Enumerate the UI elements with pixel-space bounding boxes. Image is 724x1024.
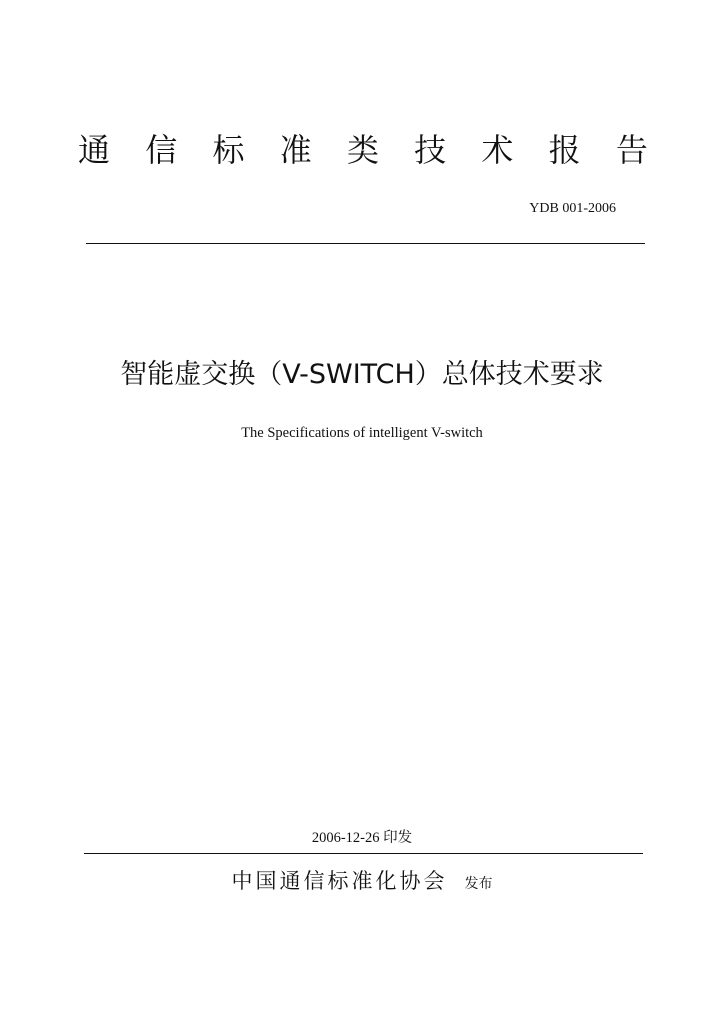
report-type-char: 告: [615, 131, 648, 169]
report-type-char: 类: [346, 131, 379, 169]
issue-date: 2006-12-26 印发: [311, 830, 413, 846]
bottom-divider: [84, 853, 643, 854]
standard-number: YDB 001-2006: [529, 201, 616, 216]
report-type-char: 报: [548, 131, 581, 169]
document-title-chinese: 智能虚交换（V-SWITCH）总体技术要求: [120, 359, 604, 390]
report-type-heading: [78, 128, 648, 172]
report-type-char: 通: [78, 131, 111, 169]
publisher-suffix: 发布: [464, 876, 493, 892]
top-divider: [86, 243, 645, 244]
report-type-char: 准: [279, 131, 312, 169]
report-type-char: 术: [481, 131, 514, 169]
document-title-english: The Specifications of intelligent V-switch: [241, 425, 483, 441]
report-type-char: 标: [212, 131, 245, 169]
report-type-char: 技: [414, 131, 447, 169]
publisher-name: 中国通信标准化协会: [231, 869, 448, 893]
publisher-line: [0, 864, 724, 901]
report-type-char: 信: [145, 131, 178, 169]
